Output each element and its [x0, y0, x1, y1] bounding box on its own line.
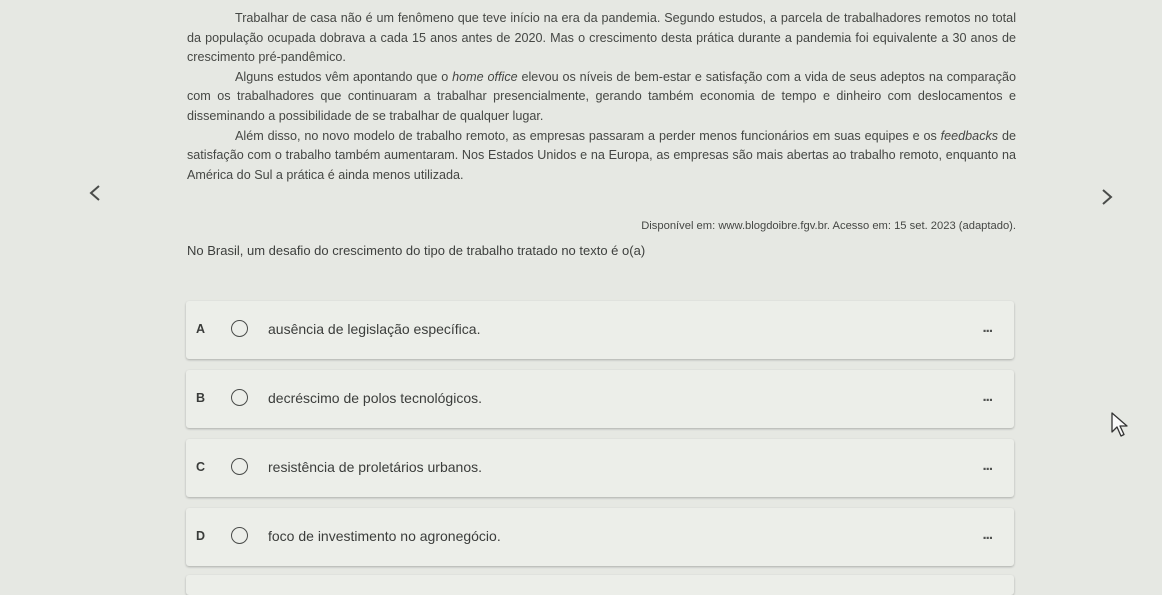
p3-italic-term: feedbacks	[940, 128, 999, 143]
option-text: decréscimo de polos tecnológicos.	[268, 390, 483, 406]
p3-text-start: Além disso, no novo modelo de trabalho remoto, as empresas passaram a perder menos funcionários em suas equipes e os	[235, 128, 941, 143]
chevron-left-icon	[88, 184, 102, 202]
answer-options	[186, 301, 1014, 577]
previous-arrow-button[interactable]	[78, 176, 112, 210]
p3-text-end: de satisfação com o trabalho também aumentaram. Nos Estados Unidos e na Europa, as empresas são mais abertas ao trabalho remoto, enquanto na América do Sul a prática é ainda menos utilizada.	[187, 128, 1016, 182]
option-e-partial[interactable]	[186, 575, 1014, 595]
option-text: foco de investimento no agronegócio.	[268, 528, 501, 544]
option-text: ausência de legislação específica.	[268, 321, 481, 337]
radio-button[interactable]	[231, 320, 248, 337]
more-options-icon[interactable]: ...	[982, 526, 992, 543]
radio-button[interactable]	[231, 389, 248, 406]
option-letter: C	[196, 460, 206, 474]
passage-source: Disponível em: www.blogdoibre.fgv.br. Acesso em: 15 set. 2023 (adaptado).	[641, 220, 1016, 232]
option-c[interactable]	[186, 439, 1014, 497]
more-options-icon[interactable]: ...	[982, 457, 992, 474]
option-d[interactable]	[186, 508, 1014, 566]
question-prompt: No Brasil, um desafio do crescimento do tipo de trabalho tratado no texto é o(a)	[187, 243, 646, 258]
passage-paragraph-2	[187, 68, 1016, 127]
radio-button[interactable]	[231, 458, 248, 475]
passage-paragraph-1: Trabalhar de casa não é um fenômeno que teve início na era da pandemia. Segundo estudos, a parcela de trabalhadores remotos no total da população ocupada dobrava a cada 15 anos antes de 2020. Mas o crescimento desta prática durante a pandemia foi equivalente a 30 anos de crescimento pré-pandêmico.	[187, 11, 1016, 65]
p2-italic-term: home office	[452, 69, 518, 84]
more-options-icon[interactable]: ...	[982, 319, 992, 336]
option-b[interactable]	[186, 370, 1014, 428]
mouse-pointer-icon	[1110, 412, 1132, 438]
option-letter: A	[196, 322, 206, 336]
chevron-right-icon	[1100, 188, 1114, 206]
passage-paragraph-3	[187, 127, 1016, 186]
option-text: resistência de proletários urbanos.	[268, 459, 483, 475]
option-a[interactable]	[186, 301, 1014, 359]
passage-text	[187, 9, 1016, 185]
p2-text-end: elevou os níveis de bem-estar e satisfação com a vida de seus adeptos na comparação com os trabalhadores que continuaram a trabalhar presencialmente, gerando também economia de tempo e dinheiro com deslocamentos e disseminando a possibilidade de se trabalhar de qualquer lugar.	[187, 69, 1016, 123]
option-letter: D	[196, 529, 206, 543]
more-options-icon[interactable]: ...	[982, 388, 992, 405]
radio-button[interactable]	[231, 527, 248, 544]
p2-text-start: Alguns estudos vêm apontando que o	[235, 69, 453, 84]
next-arrow-button[interactable]	[1090, 180, 1124, 214]
option-letter: B	[196, 391, 206, 405]
